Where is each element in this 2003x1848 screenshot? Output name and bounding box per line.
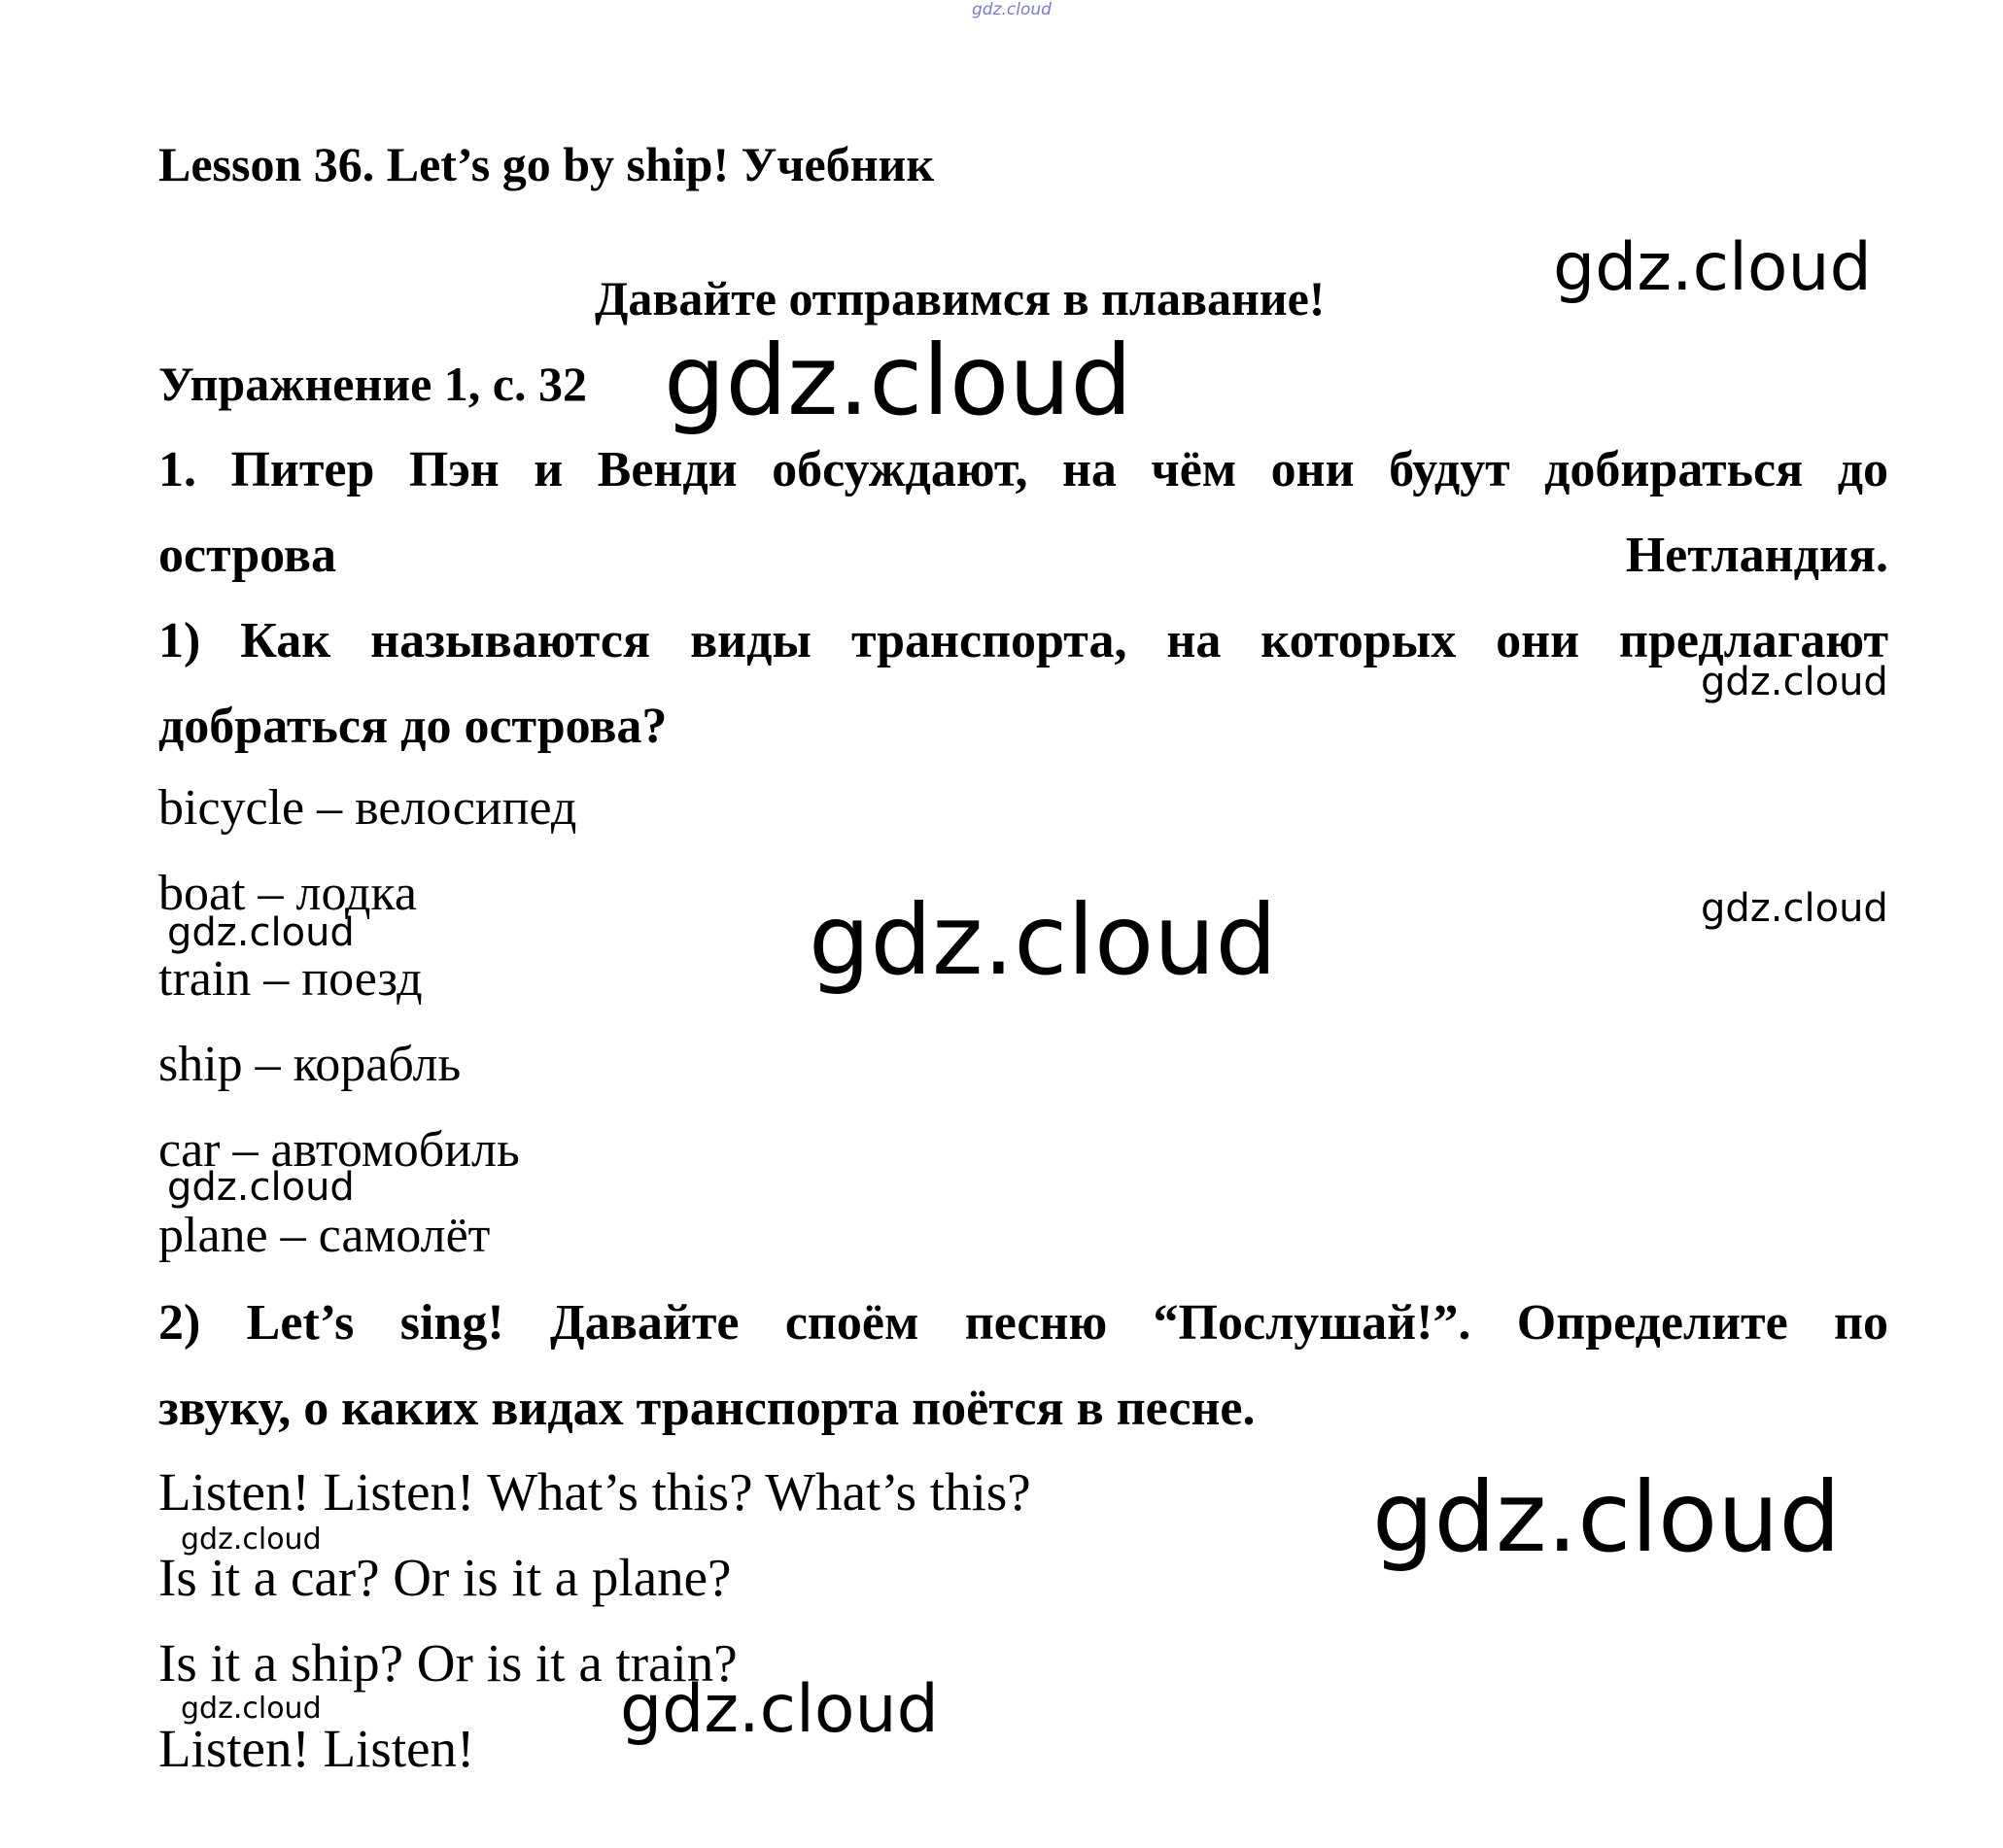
task-1-line-2-left: острова	[158, 528, 336, 583]
vocab-item: boat – лодка	[158, 866, 417, 921]
question-1-line-2: добраться до острова?	[158, 699, 668, 754]
watermark-top: gdz.cloud	[972, 0, 1052, 19]
watermark-10: gdz.cloud	[620, 1671, 939, 1748]
song-line: Listen! Listen!	[158, 1719, 475, 1778]
task-1-line-1: 1. Питер Пэн и Венди обсуждают, на чём они будут добираться до	[158, 442, 1888, 497]
task-1-line-2-right: Нетландия.	[1625, 528, 1888, 583]
song-line: Is it a ship? Or is it a train?	[158, 1633, 738, 1693]
lesson-title: Lesson 36. Let’s go by ship! Учебник	[158, 137, 935, 191]
watermark-5: gdz.cloud	[809, 883, 1278, 997]
question-1-line-1: 1) Как называются виды транспорта, на которых они предлагают	[158, 613, 1888, 668]
watermark-7: gdz.cloud	[167, 1165, 355, 1210]
watermark-6: gdz.cloud	[1701, 886, 1888, 931]
vocab-item: bicycle – велосипед	[158, 780, 577, 836]
watermark-8: gdz.cloud	[1372, 1460, 1842, 1574]
vocab-item: train – поезд	[158, 951, 423, 1007]
exercise-ref: Упражнение 1, с. 32	[158, 357, 587, 411]
question-2-line-1: 2) Let’s sing! Давайте споём песню “Послушай!”. Определите по	[158, 1295, 1888, 1351]
question-2-line-2: звуку, о каких видах транспорта поётся в песне.	[158, 1381, 1256, 1436]
vocab-item: plane – самолёт	[158, 1208, 491, 1263]
watermark-1: gdz.cloud	[1553, 229, 1872, 306]
watermark-4: gdz.cloud	[167, 910, 355, 955]
subtitle: Давайте отправимся в плавание!	[595, 271, 1326, 325]
vocab-item: ship – корабль	[158, 1037, 462, 1092]
watermark-9: gdz.cloud	[181, 1523, 322, 1557]
song-line: Is it a car? Or is it a plane?	[158, 1548, 732, 1607]
song-line: Listen! Listen! What’s this? What’s this?	[158, 1462, 1031, 1522]
watermark-11: gdz.cloud	[181, 1692, 322, 1726]
watermark-3: gdz.cloud	[1701, 660, 1888, 704]
task-1-line-2	[158, 530, 1888, 581]
vocab-item: car – автомобиль	[158, 1122, 520, 1178]
watermark-2: gdz.cloud	[664, 324, 1133, 437]
